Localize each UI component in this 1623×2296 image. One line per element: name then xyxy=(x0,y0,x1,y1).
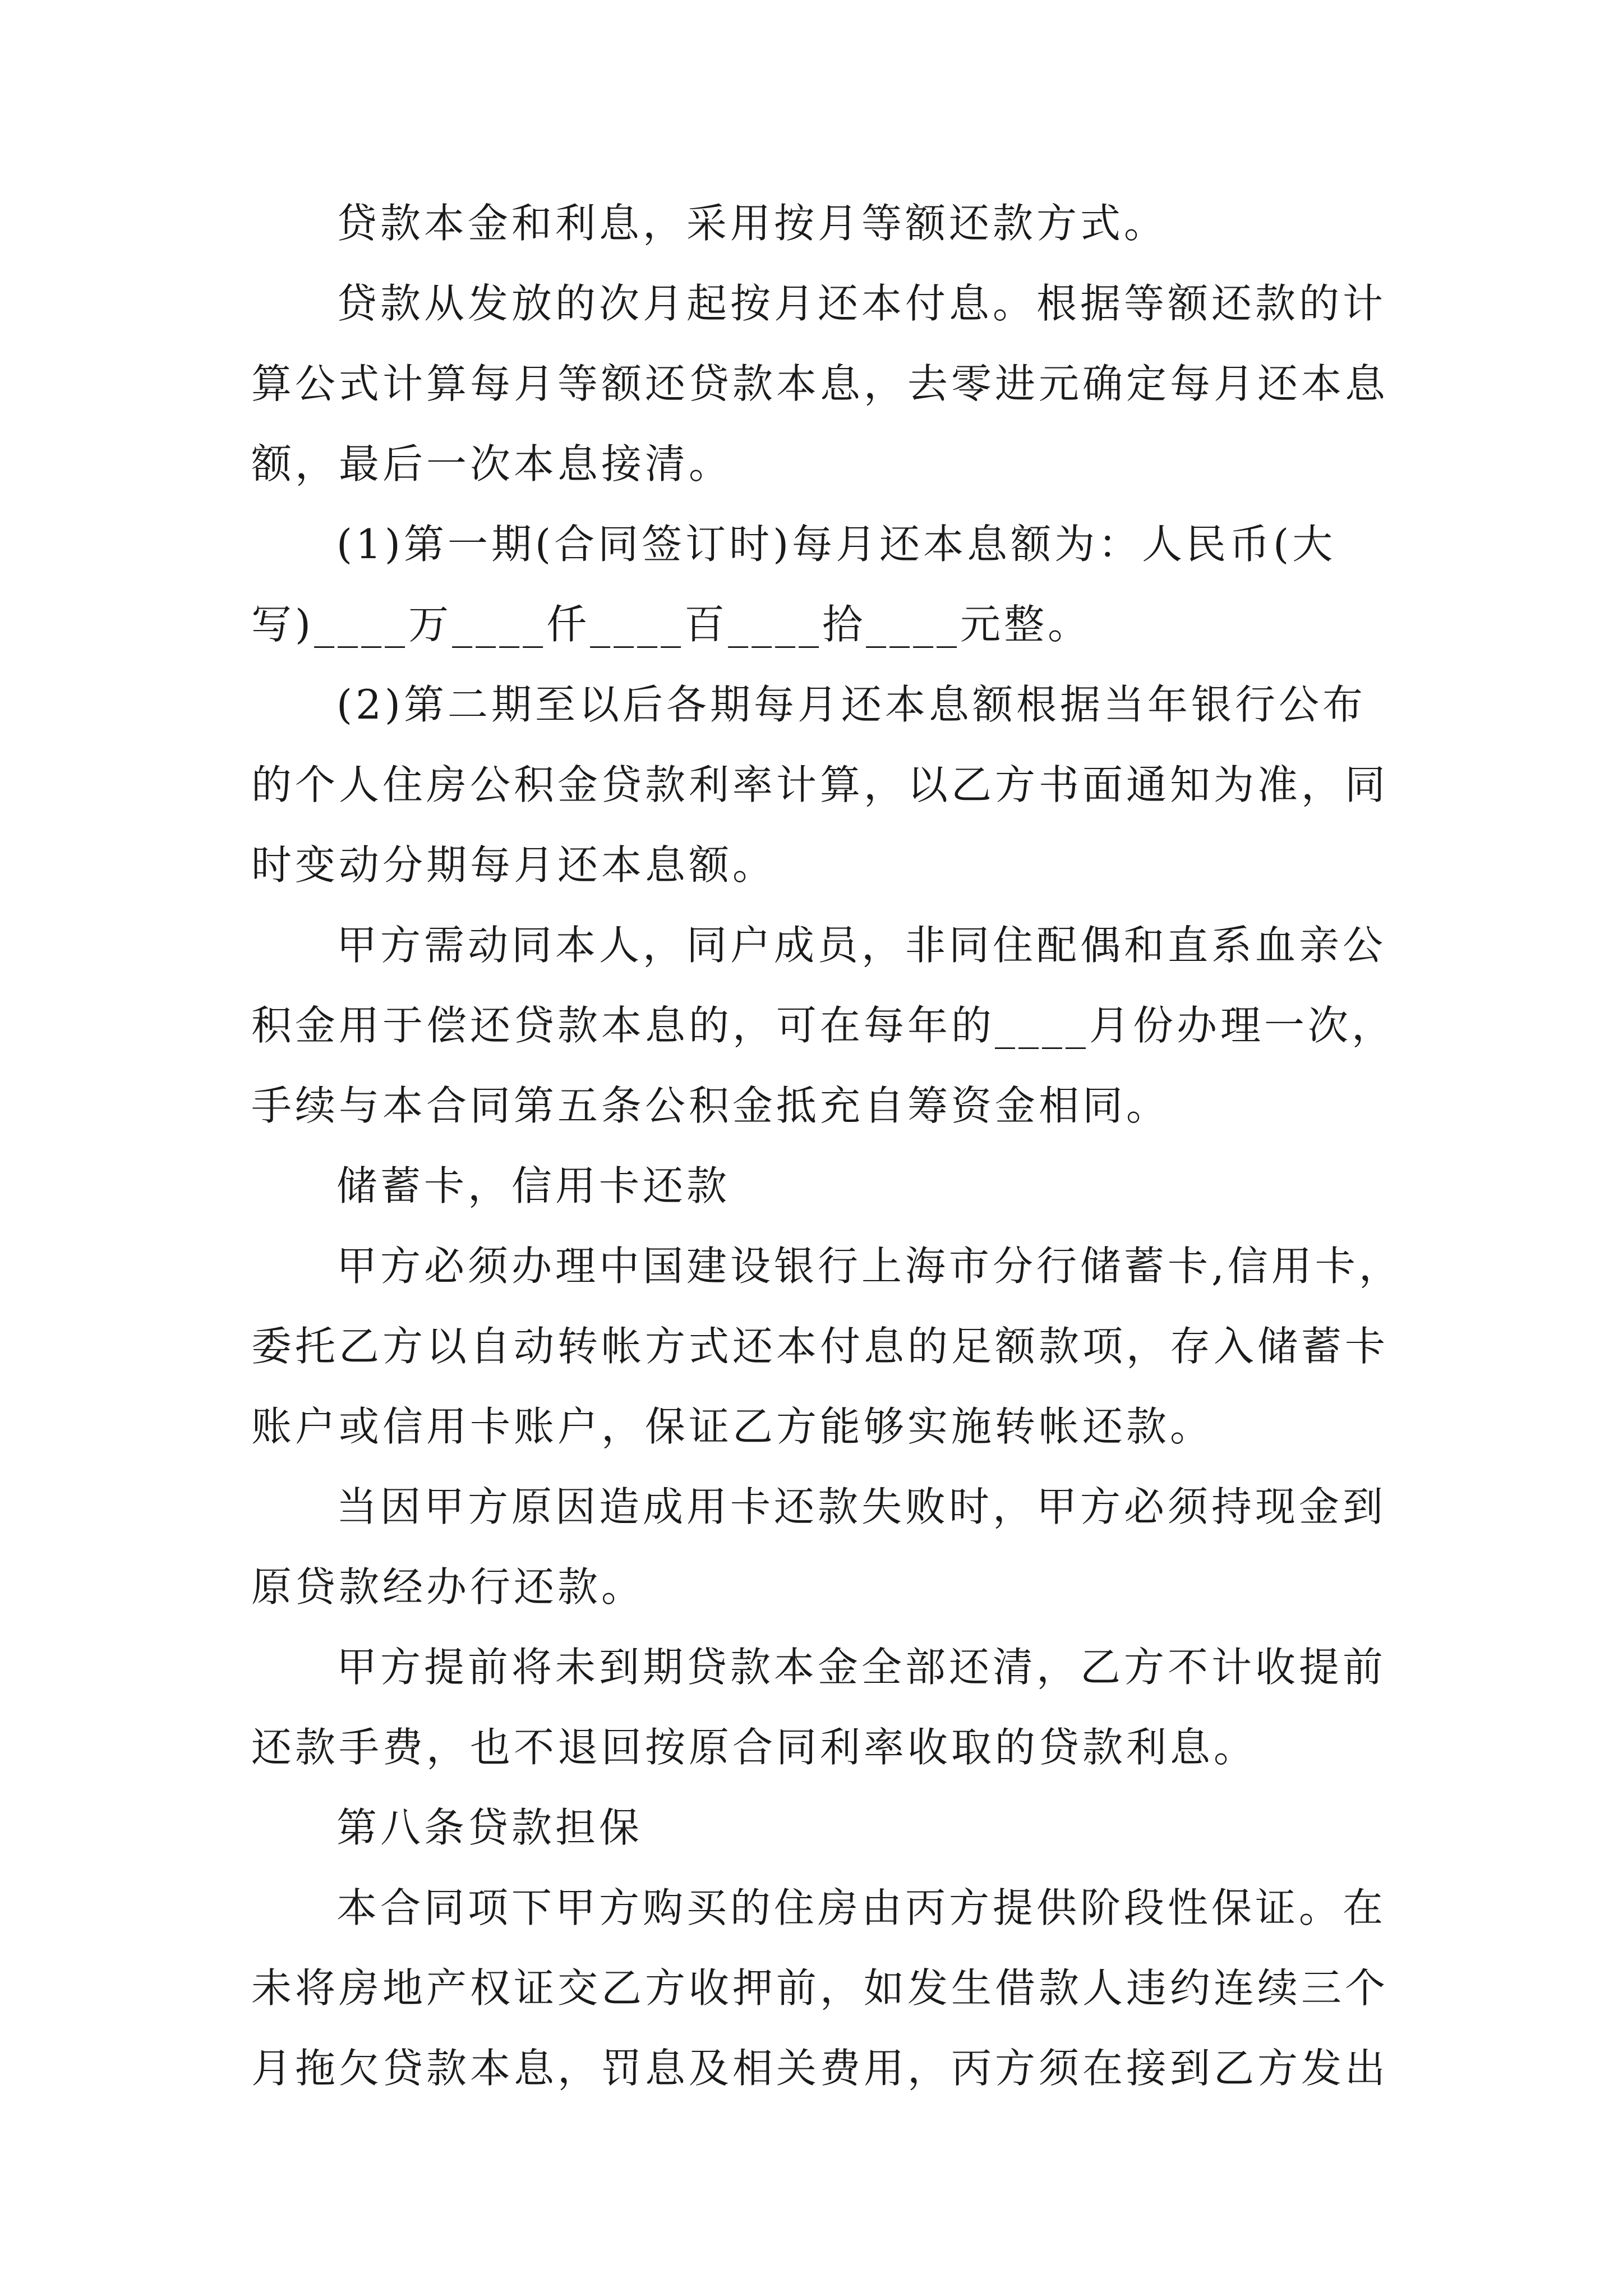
text-line: 手续与本合同第五条公积金抵充自筹资金相同。 xyxy=(251,1082,1170,1129)
text-line: 时变动分期每月还本息额。 xyxy=(251,841,777,889)
text-line: 算公式计算每月等额还贷款本息，去零进元确定每月还本息 xyxy=(251,360,1389,407)
text-line: 月拖欠贷款本息，罚息及相关费用，丙方须在接到乙方发出 xyxy=(251,2045,1389,2092)
text-line: 甲方必须办理中国建设银行上海市分行储蓄卡,信用卡， xyxy=(336,1243,1403,1290)
section-heading: 第八条贷款担保 xyxy=(336,1804,643,1851)
text-line: 贷款从发放的次月起按月还本付息。根据等额还款的计 xyxy=(336,280,1387,327)
text-line: 甲方提前将未到期贷款本金全部还清，乙方不计收提前 xyxy=(336,1644,1387,1691)
text-line: 还款手费，也不退回按原合同利率收取的贷款利息。 xyxy=(251,1724,1258,1771)
text-line: 原贷款经办行还款。 xyxy=(251,1563,645,1611)
text-line: 账户或信用卡账户，保证乙方能够实施转帐还款。 xyxy=(251,1403,1214,1450)
text-line: 委托乙方以自动转帐方式还本付息的足额款项，存入储蓄卡 xyxy=(251,1323,1389,1370)
text-line: 额，最后一次本息接清。 xyxy=(251,440,733,487)
document-body xyxy=(251,200,1403,2128)
text-line: (1)第一期(合同签订时)每月还本息额为：人民币(大 xyxy=(336,521,1336,568)
section-heading: 储蓄卡，信用卡还款 xyxy=(336,1162,731,1209)
text-line: 的个人住房公积金贷款利率计算，以乙方书面通知为准，同 xyxy=(251,761,1389,808)
text-line: (2)第二期至以后各期每月还本息额根据当年银行公布 xyxy=(336,681,1366,728)
text-line: 写)____万____仟____百____拾____元整。 xyxy=(251,601,1092,648)
text-line: 当因甲方原因造成用卡还款失败时，甲方必须持现金到 xyxy=(336,1483,1387,1530)
text-line: 本合同项下甲方购买的住房由丙方提供阶段性保证。在 xyxy=(336,1884,1387,1931)
text-line: 贷款本金和利息，采用按月等额还款方式。 xyxy=(336,200,1168,247)
text-line: 未将房地产权证交乙方收押前，如发生借款人违约连续三个 xyxy=(251,1964,1389,2012)
text-line: 积金用于偿还贷款本息的，可在每年的____月份办理一次， xyxy=(251,1002,1396,1049)
text-line: 甲方需动同本人，同户成员，非同住配偶和直系血亲公 xyxy=(336,922,1387,969)
